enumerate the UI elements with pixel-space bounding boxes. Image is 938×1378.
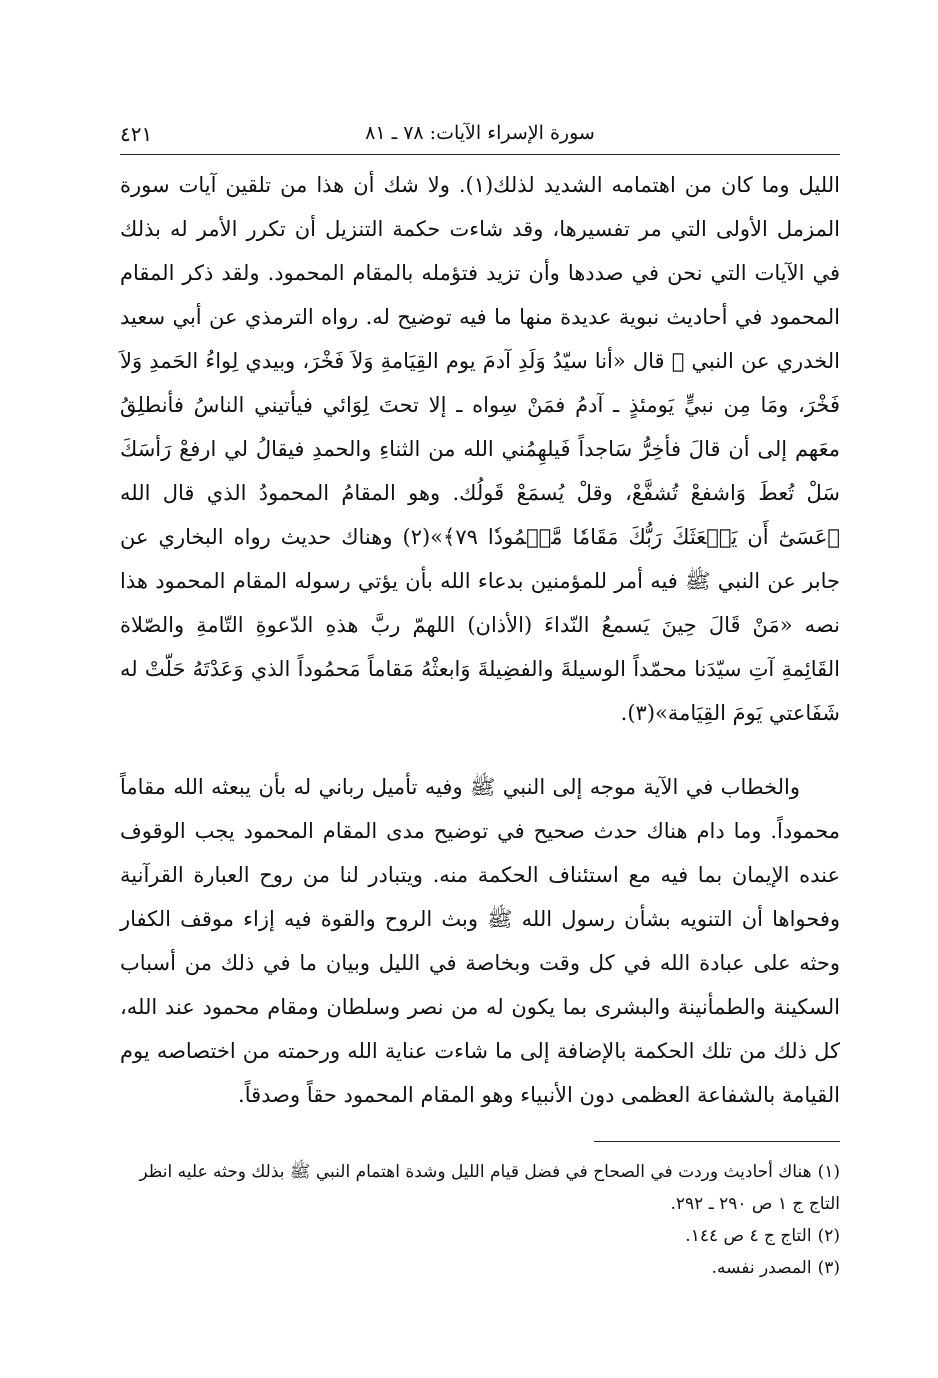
footnote-text: المصدر نفسه.	[711, 1258, 812, 1278]
footnote-1	[120, 1156, 840, 1220]
footnote-marker: (٢)	[817, 1226, 840, 1246]
footnote-text: التاج ج ٤ ص ١٤٤.	[685, 1226, 812, 1246]
footnote-text: هناك أحاديث وردت في الصحاح في فضل قيام الليل وشدة اهتمام النبي ﷺ بذلك وحثه عليه انظر التاج ج ١ ص ٢٩٠ ـ ٢٩٢.	[139, 1162, 840, 1214]
footnote-marker: (١)	[817, 1162, 840, 1182]
header-title: سورة الإسراء الآيات: ٧٨ ـ ٨١	[365, 122, 595, 144]
footnote-marker: (٣)	[817, 1258, 840, 1278]
running-header	[120, 110, 840, 155]
footnotes	[120, 1156, 840, 1284]
paragraph-1: الليل وما كان من اهتمامه الشديد لذلك(١). ولا شك أن هذا من تلقين آيات سورة المزمل الأولى التي مر تفسيرها، وقد شاءت حكمة التنزيل أن تكرر الأمر له بذلك في الآيات التي نحن في صددها وأن تزيد فتؤمله بالمقام المحمود. ولقد ذكر المقام المحمود في أحاديث نبوية عديدة منها ما فيه توضيح له. رواه الترمذي عن أبي سعيد الخدري عن النبي ﷺ قال «أنا سيّدُ وَلَدِ آدمَ يوم القِيَامةِ وَلاَ فَخْرَ، وبيدي لِواءُ الحَمدِ وَلاَ فَخْرَ، ومَا مِن نبيٍّ يَومئذٍ ـ آدمُ فمَنْ سِواه ـ إلا تحتَ لِوَائي فيأتيني الناسُ فأنطلِقُ معَهم إلى أن قالَ فأخِرُّ سَاجداً فَيلهِمُني الله من الثناءِ والحمدِ فيقالُ لي ارفعْ رَأسَكَ سَلْ تُعطَ وَاشفعْ تُشفَّعْ، وقلْ يُسمَعْ قَولُك. وهو المقامُ المحمودُ الذي قال الله ﴿عَسَىٰٓ أَن يَبۡعَثَكَ رَبُّكَ مَقَامٗا مَّحۡمُودٗا ٧٩﴾»(٢) وهناك حديث رواه البخاري عن جابر عن النبي ﷺ فيه أمر للمؤمنين بدعاء الله بأن يؤتي رسوله المقام المحمود هذا نصه «مَنْ قَالَ حِينَ يَسمعُ النّداءَ (الأذان) اللهمّ ربَّ هذهِ الدّعوةِ التّامةِ والصّلاة القَائِمةِ آتِ سيّدَنا محمّداً الوسيلةَ والفضِيلةَ وَابعثْهُ مَقاماً مَحمُوداً الذي وَعَدْتَهُ حَلّتْ له شَفَاعتي يَومَ القِيَامة»(٣).	[120, 173, 840, 725]
paragraph-2: والخطاب في الآية موجه إلى النبي ﷺ وفيه تأميل رباني له بأن يبعثه الله مقاماً محموداً. وما دام هناك حدث صحيح في توضيح مدى المقام المحمود يجب الوقوف عنده الإيمان بما فيه مع استئناف الحكمة منه. ويتبادر لنا من روح العبارة القرآنية وفحواها أن التنويه بشأن رسول الله ﷺ وبث الروح والقوة فيه إزاء موقف الكفار وحثه على عبادة الله في كل وقت وبخاصة في الليل وبيان ما في ذلك من أسباب السكينة والطمأنينة والبشرى بما يكون له من نصر وسلطان ومقام محمود عند الله، كل ذلك من تلك الحكمة بالإضافة إلى ما شاءت عناية الله ورحمته من اختصاصه يوم القيامة بالشفاعة العظمى دون الأنبياء وهو المقام المحمود حقاً وصدقاً.	[120, 775, 840, 1107]
footnote-3	[120, 1252, 840, 1284]
book-page	[120, 110, 840, 1284]
footnote-divider	[594, 1141, 840, 1142]
footnote-2	[120, 1220, 840, 1252]
page-number: ٤٢١	[120, 122, 153, 146]
